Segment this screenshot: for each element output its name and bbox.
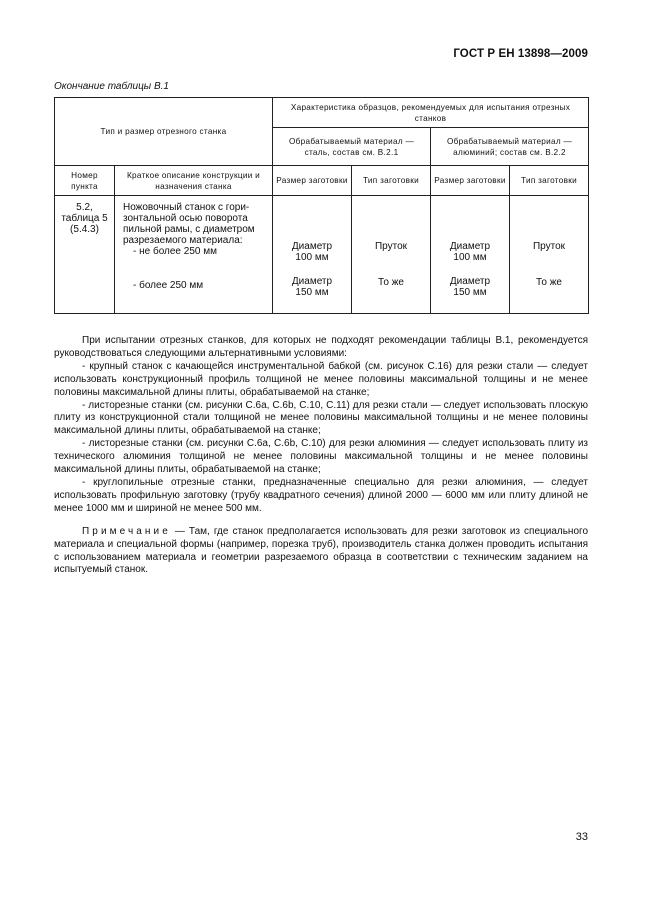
table-row (55, 196, 589, 314)
description-option: - более 250 мм (133, 280, 204, 291)
page-number: 33 (575, 831, 588, 843)
description-line: Ножовочный станок с гори- (123, 202, 250, 213)
al-size-cell (431, 196, 510, 314)
body-text (54, 335, 588, 577)
header-machine-type: Тип и размер отрезного станка (55, 98, 273, 166)
value-text: То же (536, 277, 562, 288)
item-number-line: таблица 5 (61, 213, 108, 224)
value-text: Диаметр (291, 276, 333, 287)
paragraph: - листорезные станки (см. рисунки С.6а, С.6b, С.10, С.11) для резки стали — следует использовать плоскую плиту из конструкционной стали толщиной не менее половины максимальной толщины и не менее половины максимальной длины плиты, обрабатываемой на станке; (54, 399, 588, 437)
header-material-aluminium: Обрабатываемый материал — алюминий; состав см. В.2.2 (431, 128, 589, 166)
header-al-size: Размер заготовки (431, 166, 510, 196)
header-material-steel: Обрабатываемый материал — сталь, состав см. В.2.1 (273, 128, 431, 166)
steel-size-cell (273, 196, 352, 314)
value-text: 150 мм (295, 287, 329, 298)
header-characteristics: Характеристика образцов, рекомендуемых для испытания отрезных станков (273, 98, 589, 128)
table-caption: Окончание таблицы В.1 (54, 81, 169, 92)
header-description: Краткое описание конструкции и назначения станка (115, 166, 273, 196)
note-text: — Там, где станок предполагается использовать для резки заготовок из специального материала и специальной формы (например, порезка труб), производитель станка должен проводить испытания с использованием материала и геометрии разрезаемого образца в соответствии с техническим заданием на испытуемый станок. (54, 525, 588, 576)
specimen-table (54, 97, 589, 314)
value-text: Пруток (374, 241, 408, 252)
value-text: То же (378, 277, 404, 288)
note-paragraph (54, 526, 588, 578)
value-text: 100 мм (453, 252, 487, 263)
header-item-number: Номер пункта (55, 166, 115, 196)
value-text: 100 мм (295, 252, 329, 263)
value-text: Диаметр (449, 241, 491, 252)
document-number: ГОСТ Р ЕН 13898—2009 (453, 48, 588, 60)
value-text: Пруток (532, 241, 566, 252)
paragraph: При испытании отрезных станков, для которых не подходят рекомендации таблицы В.1, рекомендуется руководствоваться следующими альтернативными условиями: (54, 335, 588, 359)
header-steel-size: Размер заготовки (273, 166, 352, 196)
item-number-cell (55, 196, 115, 314)
description-line: разрезаемого материала: (123, 235, 243, 246)
note-label: Примечание (82, 525, 171, 537)
paragraph: - листорезные станки (см. рисунки С.6а, С.6b, С.10) для резки алюминия — следует использовать плиту из технического алюминия толщиной не менее половины максимальной толщины и не менее половины максимальной длины плиты, обрабатываемой на станке; (54, 438, 588, 476)
item-number-line: (5.4.3) (70, 224, 99, 235)
description-option: - не более 250 мм (133, 246, 217, 257)
header-steel-type: Тип заготовки (352, 166, 431, 196)
paragraph: - круглопильные отрезные станки, предназначенные специально для резки алюминия, — следует использовать профильную заготовку (трубу квадратного сечения) длиной 2000 — 6000 мм или плиту длиной не менее 1000 мм и шириной не менее 500 мм. (54, 476, 588, 514)
value-text: 150 мм (453, 287, 487, 298)
description-cell (115, 196, 273, 314)
paragraph: - крупный станок с качающейся инструментальной бабкой (см. рисунок С.16) для резки стали — следует использовать конструкционный профиль толщиной не менее половины максимальной толщины и не менее половины максимальной длины плиты, обрабатываемой на станке; (54, 360, 588, 398)
steel-type-cell (352, 196, 431, 314)
description-line: зонтальной осью поворота (123, 213, 248, 224)
header-al-type: Тип заготовки (510, 166, 589, 196)
value-text: Диаметр (449, 276, 491, 287)
item-number-line: 5.2, (76, 202, 93, 213)
al-type-cell (510, 196, 589, 314)
description-line: пильной рамы, с диаметром (123, 224, 255, 235)
value-text: Диаметр (291, 241, 333, 252)
